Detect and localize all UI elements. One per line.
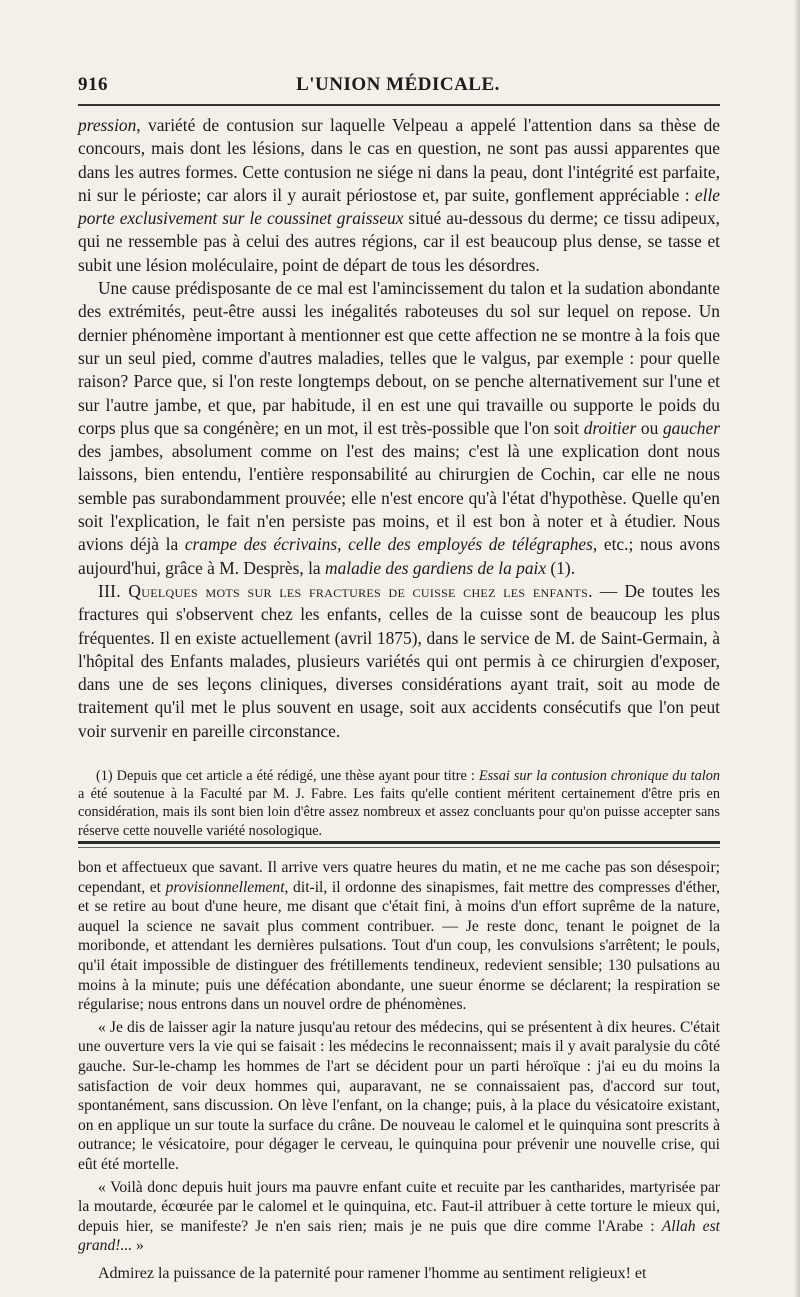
paragraph-text: situé au-dessous du derme; ce tissu adipeux, qui ne ressemble pas à celui des autres régions, car il est beaucoup plus dense, se tasse et subit une lésion moléculaire, point de départ de tous les désordres. [78,208,721,275]
italic-term: droitier [583,417,637,438]
feuilleton-text [78,858,720,1283]
footnote-part: (1) Depuis que cet article a été rédigé, une thèse ayant pour titre : [96,768,479,784]
italic-term: crampe des écrivains, celle des employés de télégraphes [184,534,593,555]
italic-title: Essai sur la contusion chronique du talon [478,768,721,784]
main-text [78,114,720,743]
paragraph-text: , etc.; nous avons aujourd'hui, grâce à M. Desprès, la [78,534,721,578]
paragraph-text: « Je dis de laisser agir la nature jusqu'au retour des médecins, qui se présentent à dix heures. C'était une ouverture vers la vie qui se faisait : les médecins le reconnaissent; mais il y avait paralysie du côté gauche. Sur-le-champ les hommes de l'art se décident pour un parti héroïque : j'ai eu du moins la satisfaction de voir deux hommes qui, auparavant, ne se connaissaient pas, d'accord sur tout, spontanément, sans discussion. On lève l'enfant, on la change; puis, à la place du vésicatoire existant, on en applique un sur toute la surface du crâne. De nouveau le calomel et le quinquina sont prescrits à outrance; le vésicatoire, pour dégager le cerveau, le quinquina pour prévenir une nouvelle crise, qui eût été mortelle. [78,1018,720,1173]
paragraph-text: bon et affectueux que savant. Il arrive vers quatre heures du matin, et ne me cache pas son désespoir; cependant, et [78,859,720,896]
italic-term: elle porte exclusivement sur le coussinet graisseux [78,184,720,229]
footnote [78,767,720,840]
paragraph-text: ou [636,417,663,438]
section-divider-thin [78,847,720,848]
paragraph-fractures [78,580,720,743]
italic-term: pression [78,115,137,135]
header-rule [78,104,720,106]
italic-term: gaucher [662,417,720,438]
section-divider [78,841,720,844]
paragraph-text: « Voilà donc depuis huit jours ma pauvre enfant cuite et recuite par les cantharides, martyrisée par la moutarde, écœurée par le calomel et le quinquina, etc. Faut-il attribuer à cette torture le mieux qui, depuis hier, se manifeste? Je n'en sais rien; mais je ne puis que dire comme l'Arabe : [78,1178,720,1235]
section-title: III. Quelques mots sur les fractures de cuisse chez les enfants. [98,580,593,601]
paragraph-text: des jambes, absolument comme on l'est des mains; c'est là une explication dont nous laissons, bien entendu, l'entière responsabilité au chirurgien de Cochin, car elle ne nous semble pas surabondamment prouvée; elle n'est encore qu'à l'état d'hypothèse. Quelle qu'en soit l'explication, le fait n'en persiste pas moins, et il est bon à noter et à étudier. Nous avions déjà la [78,441,720,555]
paragraph-text: , variété de contusion sur laquelle Velpeau a appelé l'attention dans sa thèse de concours, mais dont les lésions, dans le cas en question, ne sont pas aussi apparentes que dans les autres formes. Cette contusion ne siége ni dans la peau, dont l'intégrité est parfaite, ni sur le périoste; car alors il y aurait périostose et, par suite, gonflement appréciable : [78,115,720,205]
paragraph-cause [78,277,720,580]
footnote-text [78,767,720,840]
paragraph-doctor [78,858,720,1015]
italic-term: maladie des gardiens de la paix [325,557,547,578]
paragraph-text: , dit-il, il ordonne des sinapismes, fait mettre des compresses d'éther, et se retire au bout d'une heure, me disant que c'était fini, à moins d'un effort suprême de la nature, auquel la science ne savait plus comment contribuer. — Je reste donc, tenant le poignet de la moribonde, et attendant les dernières pulsations. Tout d'un coup, les convulsions s'arrêtent; le pouls, qu'il était impossible de distinguer des frétillements tendineux, redevient sensible; 130 pulsations au moins à la minute; puis une défécation abondante, une sueur énorme se déclarent; la respiration se régularise; nous entrons dans un nouvel ordre de phénomènes. [78,878,721,1014]
page-number: 916 [78,74,108,95]
paragraph-torture [78,1178,720,1256]
italic-term: provisionnellement [165,878,285,896]
paragraph-text: Admirez la puissance de la paternité pour ramener l'homme au sentiment religieux! et [98,1264,647,1282]
paragraph-nature [78,1018,720,1175]
paragraph-text: — De toutes les fractures qui s'observent chez les enfants, celles de la cuisse sont de beaucoup les plus fréquentes. Il en existe actuellement (avril 1875), dans le service de M. de Saint-Germain, à l'hôpital des Enfants malades, plusieurs variétés qui ont permis à ce chirurgien d'exposer, dans une de ses leçons cliniques, diverses considérations ayant trait, soit au mode de traitement qu'il met le plus souvent en usage, soit aux accidents consécutifs que l'on peut voir survenir en pareille circonstance. [78,580,720,741]
paragraph-contusion [78,114,720,277]
running-title: L'UNION MÉDICALE. [296,74,500,95]
footnote-part: a été soutenue à la Faculté par M. J. Fabre. Les faits qu'elle contient méritent certainement d'être pris en considération, mais ils sont bien loin d'être assez nombreux et assez concluants pour qu'on puisse accepter sans réserve cette nouvelle variété nosologique. [78,786,720,839]
paragraph-text: Une cause prédisposante de ce mal est l'amincissement du talon et la sudation abondante des extrémités, peut-être aussi les inégalités raboteuses du sol sur lequel on repose. Un dernier phénomène important à mentionner est que cette affection ne se montre à la fois que sur un seul pied, comme d'autres maladies, telles que le valgus, par exemple : pour quelle raison? Parce que, si l'on reste longtemps debout, on se penche alternativement sur l'une et sur l'autre jambe, et que, par habitude, il en est une qui travaille ou supporte le poids du corps plus que sa congénère; en un mot, il est très-possible que l'on soit [78,278,720,438]
paragraph-admirez [78,1264,720,1284]
paragraph-text: (1). [546,557,576,578]
paragraph-text: » [132,1237,144,1255]
italic-quote: Allah est grand!... [78,1217,720,1255]
page-header [78,74,718,100]
